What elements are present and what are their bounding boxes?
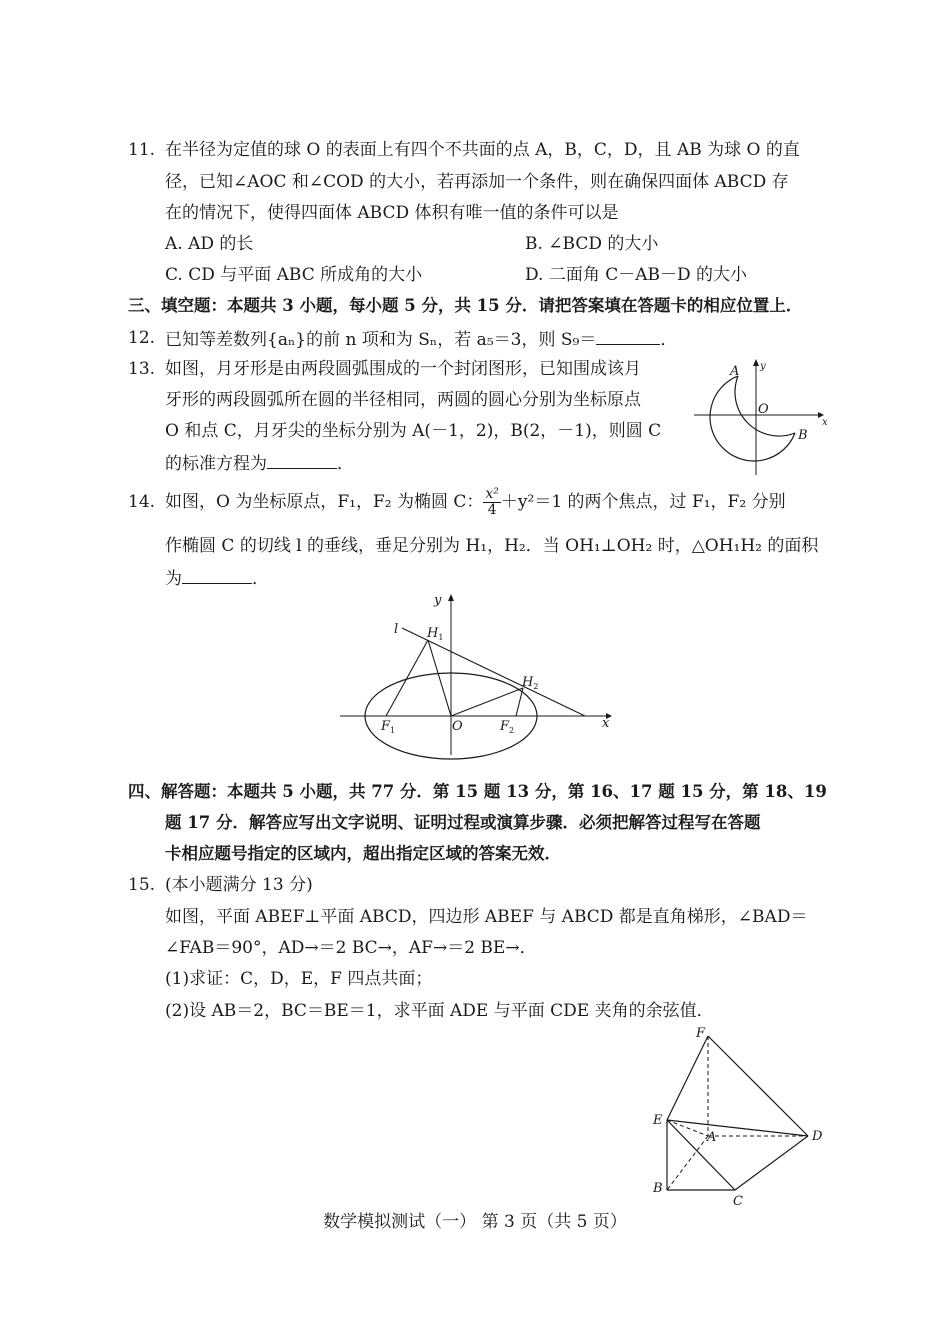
q14-line1 bbox=[165, 486, 786, 518]
q14-segment-oh1 bbox=[428, 640, 451, 716]
q14-segment-f2h2 bbox=[516, 688, 523, 716]
q13-answer-blank bbox=[267, 450, 337, 469]
q12-text: 已知等差数列{aₙ}的前 n 项和为 Sₙ，若 a₅＝3，则 S₉＝ bbox=[165, 330, 597, 350]
q14-line1a: 如图，O 为坐标原点，F₁，F₂ 为椭圆 C： bbox=[165, 492, 484, 512]
q15-edge-fe bbox=[667, 1036, 708, 1120]
q13-crescent-figure bbox=[690, 355, 830, 480]
q14-label-h2 bbox=[521, 675, 538, 691]
q13-line3: O 和点 C，月牙尖的坐标分别为 A(－1，2)，B(2，－1)，则圆 C bbox=[165, 421, 662, 441]
page-footer: 数学模拟测试（一） 第 3 页（共 5 页） bbox=[323, 1212, 627, 1232]
q11-number: 11. bbox=[128, 140, 156, 160]
q15-label-f: F bbox=[696, 1026, 706, 1041]
q15-label-c: C bbox=[733, 1194, 743, 1209]
q14-label-x: x bbox=[602, 716, 610, 731]
q14-frac-bot: 4 bbox=[487, 502, 497, 518]
q14-line2: 作椭圆 C 的切线 l 的垂线，垂足分别为 H₁，H₂．当 OH₁⊥OH₂ 时，△OH₁H₂ 的面积 bbox=[165, 536, 819, 556]
q14-ellipse-figure bbox=[340, 590, 620, 760]
q14-label-f2 bbox=[499, 719, 514, 735]
q15-label-b: B bbox=[653, 1181, 663, 1196]
q15-part2: (2)设 AB＝2，BC＝BE＝1，求平面 ADE 与平面 CDE 夹角的余弦值． bbox=[165, 1001, 714, 1021]
q15-line2: ∠FAB＝90°，AD→＝2 BC→，AF→＝2 BE→． bbox=[165, 938, 537, 958]
q14-line3-wrap bbox=[165, 565, 269, 591]
q15-header: (本小题满分 13 分) bbox=[165, 875, 313, 895]
q15-line1: 如图，平面 ABEF⊥平面 ABCD，四边形 ABEF 与 ABCD 都是直角梯形，∠BAD＝ bbox=[165, 907, 808, 927]
q14-label-f1-main: F bbox=[381, 719, 391, 734]
q15-part1: (1)求证：C，D，E，F 四点共面； bbox=[165, 969, 433, 989]
q14-end: ． bbox=[252, 569, 269, 589]
q14-number: 14. bbox=[128, 492, 156, 512]
q13-label-b: B bbox=[798, 428, 808, 443]
q14-segment-oh2 bbox=[451, 688, 523, 716]
q13-line1: 如图，月牙形是由两段圆弧围成的一个封闭图形，已知围成该月 bbox=[165, 359, 641, 379]
q13-label-o: O bbox=[758, 402, 769, 417]
q12-end: ． bbox=[660, 330, 678, 350]
q14-tangent-line bbox=[402, 628, 585, 716]
q15-edge-ec bbox=[667, 1120, 735, 1190]
q14-label-f2-sub: 2 bbox=[509, 726, 515, 735]
q15-number: 15. bbox=[128, 875, 156, 895]
q11-option-c: C. CD 与平面 ABC 所成角的大小 bbox=[165, 265, 423, 285]
q14-label-o: O bbox=[452, 719, 463, 734]
q13-y-arrow bbox=[753, 359, 759, 366]
q14-label-h2-sub: 2 bbox=[533, 682, 539, 691]
q12-line bbox=[165, 326, 677, 352]
q14-label-f1 bbox=[380, 719, 395, 735]
q15-edge-cd bbox=[735, 1136, 808, 1190]
q13-label-y: y bbox=[760, 361, 766, 372]
q13-label-a: A bbox=[730, 364, 740, 379]
section4-line2: 题 17 分．解答应写出文字说明、证明过程或演算步骤．必须把解答过程写在答题 bbox=[165, 813, 761, 832]
q14-label-h1-main: H bbox=[427, 626, 439, 641]
q15-edge-fd bbox=[708, 1036, 808, 1136]
q14-frac-top: x² bbox=[485, 486, 499, 502]
q13-number: 13. bbox=[128, 359, 156, 379]
section4-line1: 四、解答题：本题共 5 小题，共 77 分．第 15 题 13 分，第 16、17 题 15 分，第 18、19 bbox=[128, 782, 827, 801]
q14-line3: 为 bbox=[165, 569, 182, 589]
q13-circle-o-arc bbox=[710, 376, 795, 461]
q14-answer-blank bbox=[182, 565, 252, 584]
q13-line2: 牙形的两段圆弧所在圆的半径相同，两圆的圆心分别为坐标原点 bbox=[165, 390, 641, 410]
q11-option-b: B. ∠BCD 的大小 bbox=[525, 234, 659, 254]
q14-segment-f1h1 bbox=[386, 640, 428, 716]
q12-number: 12. bbox=[128, 328, 156, 348]
q14-label-f1-sub: 1 bbox=[390, 726, 396, 735]
q14-label-l: l bbox=[394, 622, 399, 637]
q15-label-a: A bbox=[707, 1130, 717, 1145]
q13-line4: 的标准方程为 bbox=[165, 454, 267, 474]
q11-line1: 在半径为定值的球 O 的表面上有四个不共面的点 A，B，C，D，且 AB 为球 O 的直 bbox=[165, 140, 800, 160]
q15-label-e: E bbox=[653, 1113, 663, 1128]
q14-y-arrow bbox=[448, 594, 454, 601]
q13-label-x: x bbox=[822, 417, 828, 428]
q14-label-y: y bbox=[434, 593, 442, 608]
q11-option-d: D. 二面角 C－AB－D 的大小 bbox=[525, 265, 748, 285]
q15-hidden-ab bbox=[667, 1136, 708, 1190]
section4-line3: 卡相应题号指定的区域内，超出指定区域的答案无效． bbox=[165, 844, 561, 863]
q15-label-d: D bbox=[812, 1129, 823, 1144]
q13-end: ． bbox=[337, 454, 354, 474]
q11-option-a: A. AD 的长 bbox=[165, 234, 254, 254]
q11-line2: 径，已知∠AOC 和∠COD 的大小，若再添加一个条件，则在确保四面体 ABCD 存 bbox=[165, 172, 789, 192]
q11-line3: 在的情况下，使得四面体 ABCD 体积有唯一值的条件可以是 bbox=[165, 203, 619, 223]
q14-label-h2-main: H bbox=[522, 675, 534, 690]
q13-line4-wrap bbox=[165, 450, 354, 476]
q14-label-f2-main: F bbox=[500, 719, 510, 734]
q12-answer-blank bbox=[596, 326, 660, 345]
section3-heading: 三、填空题：本题共 3 小题，每小题 5 分，共 15 分．请把答案填在答题卡的相应位置上． bbox=[128, 296, 803, 315]
q14-label-h1-sub: 1 bbox=[438, 633, 444, 642]
q15-solid-figure bbox=[645, 1025, 835, 1210]
q14-fraction bbox=[483, 487, 501, 518]
q14-label-h1 bbox=[426, 626, 443, 642]
q14-line1b: ＋y²＝1 的两个焦点，过 F₁，F₂ 分别 bbox=[500, 492, 786, 512]
